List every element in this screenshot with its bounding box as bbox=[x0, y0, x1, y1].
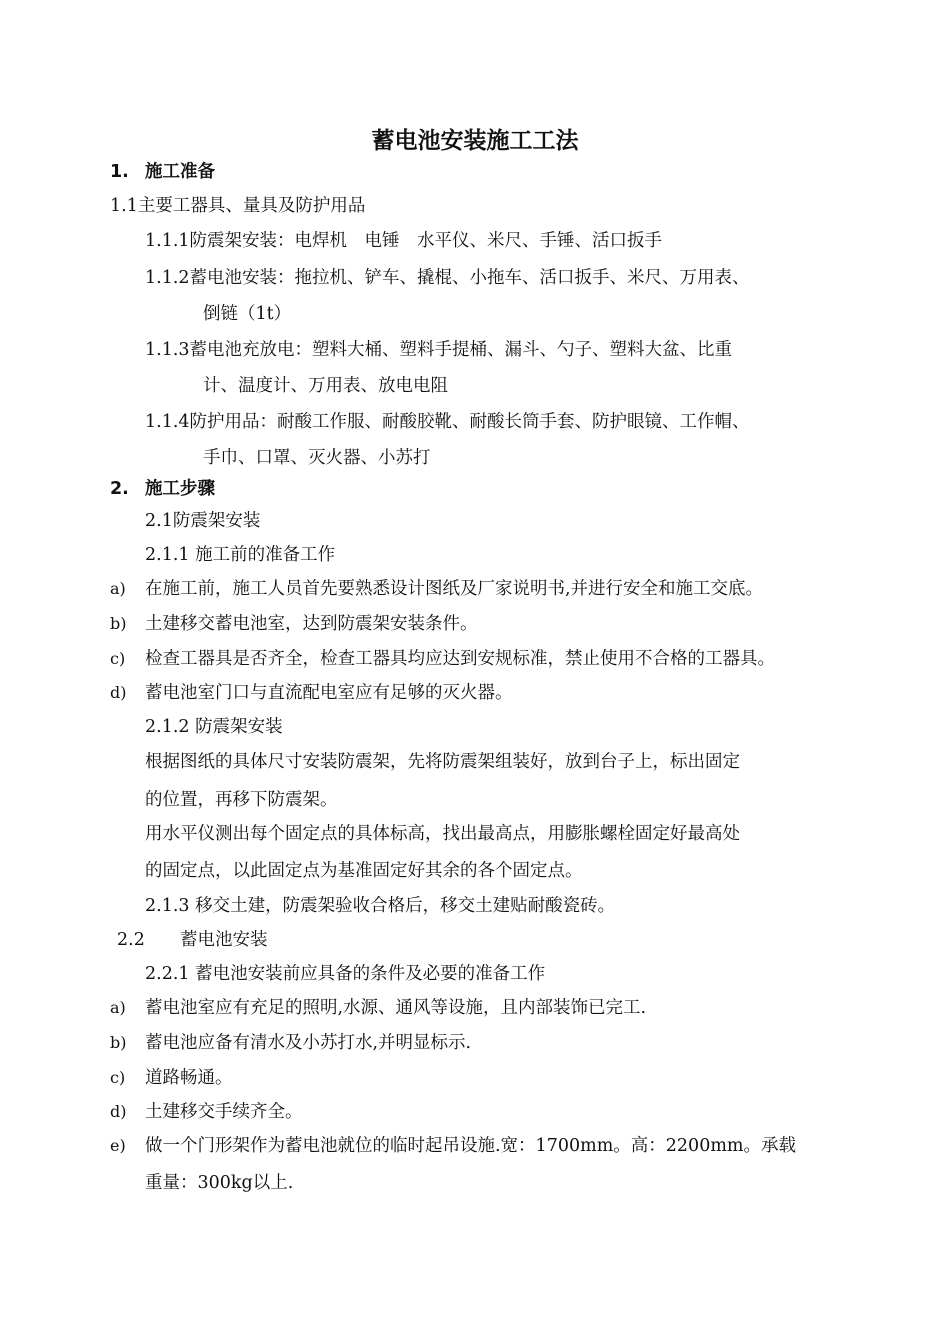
list-item-continuation: 重量：300kg以上. bbox=[145, 1173, 294, 1193]
subsection-2-1-2: 2.1.2 防震架安装 bbox=[145, 717, 283, 737]
list-item: 土建移交手续齐全。 bbox=[145, 1102, 303, 1122]
list-marker: b) bbox=[110, 1033, 127, 1052]
item-1-1-3-line2: 计、温度计、万用表、放电电阻 bbox=[203, 376, 448, 396]
list-marker: b) bbox=[110, 614, 127, 633]
item-1-1-4-line1: 1.1.4防护用品：耐酸工作服、耐酸胶靴、耐酸长筒手套、防护眼镜、工作帽、 bbox=[145, 412, 750, 432]
subsection-2-1-3: 2.1.3 移交土建，防震架验收合格后，移交土建贴耐酸瓷砖。 bbox=[145, 896, 616, 916]
subsection-2-1: 2.1防震架安装 bbox=[145, 511, 261, 531]
list-item: 检查工器具是否齐全，检查工器具均应达到安规标准，禁止使用不合格的工器具。 bbox=[145, 649, 775, 669]
paragraph-2-line1: 用水平仪测出每个固定点的具体标高，找出最高点，用膨胀螺栓固定好最高处 bbox=[145, 824, 740, 844]
item-1-1-1: 1.1.1防震架安装：电焊机 电锤 水平仪、米尺、手锤、活口扳手 bbox=[145, 231, 663, 251]
subsection-1-1: 1.1主要工器具、量具及防护用品 bbox=[110, 196, 366, 216]
section-2-heading: 施工步骤 bbox=[145, 479, 215, 499]
subsection-2-2-number: 2.2 bbox=[117, 930, 145, 950]
list-marker: c) bbox=[110, 649, 126, 668]
subsection-2-2-heading: 蓄电池安装 bbox=[180, 930, 268, 950]
page-title: 蓄电池安装施工工法 bbox=[371, 128, 579, 154]
list-marker: e) bbox=[110, 1136, 126, 1155]
paragraph-1-line2: 的位置，再移下防震架。 bbox=[145, 790, 338, 810]
list-marker: c) bbox=[110, 1068, 126, 1087]
list-marker: a) bbox=[110, 579, 126, 598]
paragraph-1-line1: 根据图纸的具体尺寸安装防震架，先将防震架组装好，放到台子上，标出固定 bbox=[145, 752, 740, 772]
list-item: 土建移交蓄电池室，达到防震架安装条件。 bbox=[145, 614, 478, 634]
list-item: 做一个门形架作为蓄电池就位的临时起吊设施.宽：1700mm。高：2200mm。承载 bbox=[145, 1136, 797, 1156]
item-1-1-2-line2: 倒链（1t） bbox=[203, 304, 292, 324]
paragraph-2-line2: 的固定点，以此固定点为基准固定好其余的各个固定点。 bbox=[145, 861, 583, 881]
item-1-1-2-line1: 1.1.2蓄电池安装：拖拉机、铲车、撬棍、小拖车、活口扳手、米尺、万用表、 bbox=[145, 268, 750, 288]
subsection-2-2-1: 2.2.1 蓄电池安装前应具备的条件及必要的准备工作 bbox=[145, 964, 546, 984]
list-item: 蓄电池室应有充足的照明,水源、通风等设施，且内部装饰已完工. bbox=[145, 998, 647, 1018]
subsection-2-1-1: 2.1.1 施工前的准备工作 bbox=[145, 545, 336, 565]
item-1-1-3-line1: 1.1.3蓄电池充放电：塑料大桶、塑料手提桶、漏斗、勺子、塑料大盆、比重 bbox=[145, 340, 733, 360]
section-1-number: 1. bbox=[110, 162, 129, 182]
section-1-heading: 施工准备 bbox=[145, 162, 215, 182]
item-1-1-4-line2: 手巾、口罩、灭火器、小苏打 bbox=[203, 448, 431, 468]
list-marker: a) bbox=[110, 998, 126, 1017]
list-item: 在施工前，施工人员首先要熟悉设计图纸及厂家说明书,并进行安全和施工交底。 bbox=[145, 579, 764, 599]
section-2-number: 2. bbox=[110, 479, 129, 499]
list-item: 道路畅通。 bbox=[145, 1068, 233, 1088]
list-marker: d) bbox=[110, 683, 127, 702]
list-item: 蓄电池应备有清水及小苏打水,并明显标示. bbox=[145, 1033, 472, 1053]
list-item: 蓄电池室门口与直流配电室应有足够的灭火器。 bbox=[145, 683, 513, 703]
list-marker: d) bbox=[110, 1102, 127, 1121]
